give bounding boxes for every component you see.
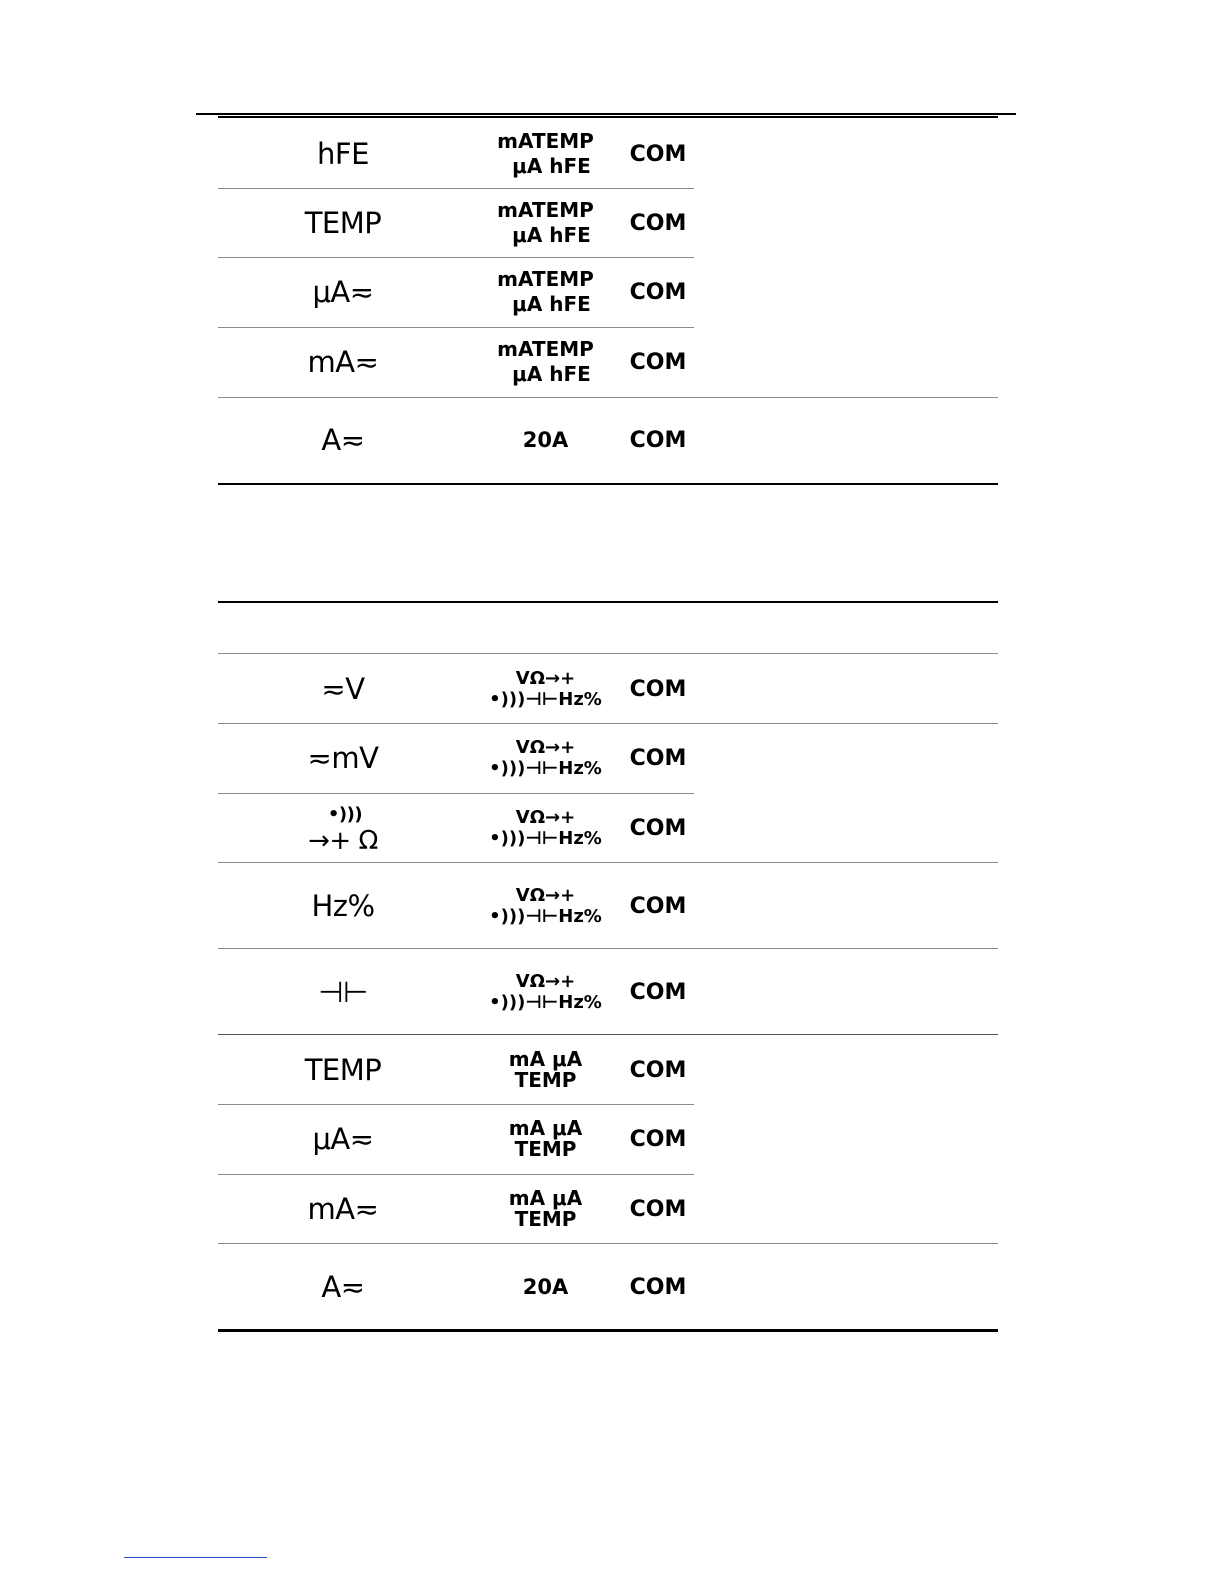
positive-terminal-cell: 20A bbox=[522, 427, 569, 452]
terminal-label: VΩ→+ bbox=[515, 885, 576, 906]
positive-terminal-cell bbox=[493, 1179, 598, 1239]
common-terminal-cell: COM bbox=[629, 1196, 687, 1222]
terminal-label: •)))⊣⊢Hz% bbox=[489, 689, 602, 710]
positive-terminal-cell bbox=[493, 193, 598, 253]
terminal-label: VΩ→+ bbox=[515, 971, 576, 992]
row-divider bbox=[218, 1243, 998, 1244]
terminal-label: mA μA bbox=[508, 1047, 583, 1071]
row-divider bbox=[218, 793, 694, 794]
terminal-label: mATEMP bbox=[497, 198, 594, 222]
common-terminal-cell: COM bbox=[629, 1126, 687, 1152]
function-cell: TEMP bbox=[304, 206, 382, 240]
positive-terminal-cell bbox=[489, 659, 602, 719]
terminal-label: mATEMP bbox=[497, 267, 594, 291]
row-divider bbox=[218, 327, 694, 328]
positive-terminal-cell bbox=[493, 262, 598, 322]
row-divider bbox=[218, 1034, 998, 1035]
terminal-label: VΩ→+ bbox=[515, 668, 576, 689]
row-divider bbox=[218, 188, 694, 189]
header-rule bbox=[196, 113, 1016, 115]
common-terminal-cell: COM bbox=[629, 979, 687, 1005]
terminal-label: μA hFE bbox=[512, 154, 591, 178]
function-cell: hFE bbox=[317, 137, 369, 171]
positive-terminal-cell: 20A bbox=[522, 1274, 569, 1299]
table-row bbox=[218, 1179, 998, 1239]
terminal-label: mA μA bbox=[508, 1186, 583, 1210]
common-terminal-cell: COM bbox=[629, 210, 687, 236]
table-b-bottom-rule bbox=[218, 1329, 998, 1332]
positive-terminal-cell bbox=[493, 124, 598, 184]
row-divider bbox=[218, 862, 998, 863]
table-row bbox=[218, 410, 998, 470]
continuity-icon: •))) bbox=[327, 804, 363, 825]
table-row bbox=[218, 332, 998, 392]
table-row bbox=[218, 1257, 998, 1317]
terminal-label: mA μA bbox=[508, 1116, 583, 1140]
positive-terminal-cell bbox=[489, 876, 602, 936]
positive-terminal-cell bbox=[493, 1040, 598, 1100]
common-terminal-cell: COM bbox=[629, 676, 687, 702]
positive-terminal-cell bbox=[489, 798, 602, 858]
table-a-top-rule bbox=[218, 116, 998, 118]
common-terminal-cell: COM bbox=[629, 427, 687, 453]
terminal-label: VΩ→+ bbox=[515, 807, 576, 828]
function-cell: ⊣⊢ bbox=[318, 975, 368, 1009]
terminal-label: •)))⊣⊢Hz% bbox=[489, 758, 602, 779]
positive-terminal-cell bbox=[489, 962, 602, 1022]
common-terminal-cell: COM bbox=[629, 349, 687, 375]
terminal-label: TEMP bbox=[514, 1068, 577, 1092]
positive-terminal-cell bbox=[489, 728, 602, 788]
terminal-label: μA hFE bbox=[512, 223, 591, 247]
table-row bbox=[218, 798, 998, 858]
common-terminal-cell: COM bbox=[629, 141, 687, 167]
terminal-label: TEMP bbox=[514, 1137, 577, 1161]
positive-terminal-cell bbox=[493, 1109, 598, 1169]
table-row bbox=[218, 962, 998, 1022]
function-cell: mA≂ bbox=[307, 1192, 379, 1226]
table-a-bottom-rule bbox=[218, 483, 998, 485]
row-divider bbox=[218, 948, 998, 949]
common-terminal-cell: COM bbox=[629, 1057, 687, 1083]
row-divider bbox=[218, 257, 694, 258]
function-cell: ≂V bbox=[321, 672, 365, 706]
row-divider bbox=[218, 1104, 694, 1105]
common-terminal-cell: COM bbox=[629, 815, 687, 841]
positive-terminal-cell bbox=[493, 332, 598, 392]
function-cell: μA≂ bbox=[312, 1122, 374, 1156]
terminal-label: •)))⊣⊢Hz% bbox=[489, 906, 602, 927]
diode-ohm-icon: →+ Ω bbox=[308, 826, 378, 856]
terminal-label: μA hFE bbox=[512, 292, 591, 316]
common-terminal-cell: COM bbox=[629, 279, 687, 305]
header-divider bbox=[218, 653, 998, 654]
row-divider bbox=[218, 397, 998, 398]
terminal-label: TEMP bbox=[514, 1207, 577, 1231]
footer-rule bbox=[124, 1557, 267, 1558]
terminal-label: •)))⊣⊢Hz% bbox=[489, 992, 602, 1013]
table-row bbox=[218, 728, 998, 788]
table-row bbox=[218, 1040, 998, 1100]
table-b-top-rule bbox=[218, 601, 998, 603]
terminal-label: •)))⊣⊢Hz% bbox=[489, 828, 602, 849]
function-cell: TEMP bbox=[304, 1053, 382, 1087]
terminal-table-b bbox=[218, 601, 998, 1334]
function-cell bbox=[258, 798, 428, 858]
function-cell: A≂ bbox=[321, 1270, 365, 1304]
table-row bbox=[218, 659, 998, 719]
function-cell: Hz% bbox=[311, 889, 375, 923]
function-cell: mA≂ bbox=[307, 345, 379, 379]
common-terminal-cell: COM bbox=[629, 745, 687, 771]
function-cell: A≂ bbox=[321, 423, 365, 457]
table-row bbox=[218, 1109, 998, 1169]
table-row bbox=[218, 262, 998, 322]
table-row bbox=[218, 193, 998, 253]
terminal-table-a bbox=[218, 116, 998, 486]
terminal-label: VΩ→+ bbox=[515, 737, 576, 758]
table-row bbox=[218, 876, 998, 936]
table-row bbox=[218, 124, 998, 184]
function-cell: μA≂ bbox=[312, 275, 374, 309]
row-divider bbox=[218, 723, 998, 724]
terminal-label: mATEMP bbox=[497, 337, 594, 361]
terminal-label: μA hFE bbox=[512, 362, 591, 386]
common-terminal-cell: COM bbox=[629, 1274, 687, 1300]
row-divider bbox=[218, 1174, 694, 1175]
common-terminal-cell: COM bbox=[629, 893, 687, 919]
terminal-label: mATEMP bbox=[497, 129, 594, 153]
function-cell: ≂mV bbox=[307, 741, 379, 775]
